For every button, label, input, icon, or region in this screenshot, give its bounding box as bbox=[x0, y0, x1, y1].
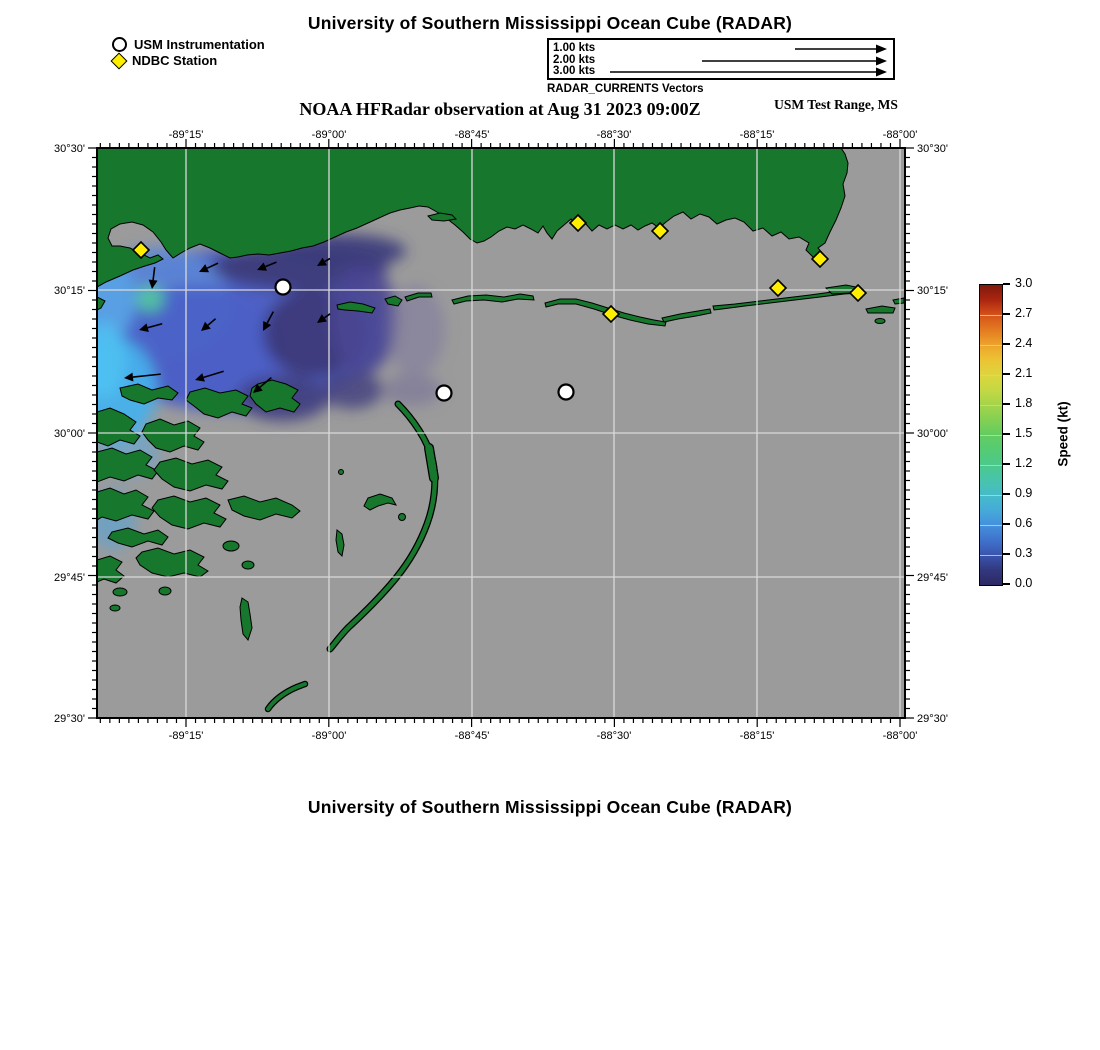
colorbar-segment-line bbox=[980, 315, 1002, 316]
x-axis-label: -88°00' bbox=[882, 129, 918, 141]
speed-field-blob bbox=[82, 322, 126, 398]
colorbar bbox=[979, 284, 1003, 586]
usm-instrumentation-marker bbox=[559, 385, 574, 400]
colorbar-segment-line bbox=[980, 525, 1002, 526]
y-axis-label: 30°00' bbox=[54, 428, 85, 440]
bottom-title: University of Southern Mississippi Ocean Cube (RADAR) bbox=[307, 797, 793, 817]
colorbar-tick bbox=[1003, 523, 1010, 525]
usm-instrumentation-marker bbox=[276, 280, 291, 295]
x-axis-label: -88°00' bbox=[882, 730, 918, 742]
vector-key-entry-label: 2.00 kts bbox=[553, 54, 596, 66]
islet bbox=[399, 514, 406, 521]
legend-ndbc-label: NDBC Station bbox=[132, 53, 218, 68]
colorbar-tick bbox=[1003, 463, 1010, 465]
colorbar-tick-label: 2.1 bbox=[1015, 366, 1033, 380]
y-axis-label: 29°30' bbox=[54, 713, 85, 725]
legend-usm-label: USM Instrumentation bbox=[134, 37, 265, 52]
colorbar-segment-line bbox=[980, 375, 1002, 376]
colorbar-segment-line bbox=[980, 405, 1002, 406]
colorbar-tick-label: 2.7 bbox=[1015, 306, 1033, 320]
islet bbox=[339, 470, 344, 475]
usm-instrumentation-marker bbox=[437, 386, 452, 401]
y-axis-label: 30°30' bbox=[54, 143, 85, 155]
colorbar-tick-label: 1.2 bbox=[1015, 456, 1033, 470]
colorbar-axis-label: Speed (kt) bbox=[1055, 401, 1071, 467]
marsh-patch bbox=[159, 587, 171, 595]
speed-field-blob bbox=[382, 374, 442, 406]
colorbar-tick bbox=[1003, 433, 1010, 435]
colorbar-segment-line bbox=[980, 555, 1002, 556]
colorbar-tick bbox=[1003, 283, 1010, 285]
colorbar-tick bbox=[1003, 553, 1010, 555]
y-axis-label: 30°15' bbox=[917, 285, 948, 297]
colorbar-tick-label: 0.9 bbox=[1015, 486, 1033, 500]
colorbar-segment-line bbox=[980, 435, 1002, 436]
x-axis-label: -89°00' bbox=[311, 129, 347, 141]
colorbar-tick-label: 1.8 bbox=[1015, 396, 1033, 410]
colorbar-tick-label: 1.5 bbox=[1015, 426, 1033, 440]
x-axis-label: -88°30' bbox=[596, 129, 632, 141]
y-axis-label: 30°15' bbox=[54, 285, 85, 297]
x-axis-label: -88°15' bbox=[739, 730, 775, 742]
x-axis-label: -88°45' bbox=[454, 129, 490, 141]
colorbar-tick-label: 0.6 bbox=[1015, 516, 1033, 530]
x-axis-label: -88°15' bbox=[739, 129, 775, 141]
y-axis-label: 29°45' bbox=[54, 572, 85, 584]
colorbar-tick bbox=[1003, 493, 1010, 495]
x-axis-label: -88°30' bbox=[596, 730, 632, 742]
vector-key-entry-label: 3.00 kts bbox=[553, 65, 596, 77]
x-axis-label: -89°00' bbox=[311, 730, 347, 742]
x-axis-label: -88°45' bbox=[454, 730, 490, 742]
colorbar-segment-line bbox=[980, 465, 1002, 466]
marsh-patch bbox=[110, 605, 120, 611]
test-range-label: USM Test Range, MS bbox=[774, 97, 898, 112]
colorbar-tick-label: 2.4 bbox=[1015, 336, 1033, 350]
vector-key-entry-label: 1.00 kts bbox=[553, 42, 596, 54]
colorbar-tick bbox=[1003, 373, 1010, 375]
y-axis-label: 29°45' bbox=[917, 572, 948, 584]
y-axis-label: 29°30' bbox=[917, 713, 948, 725]
colorbar-tick-label: 0.3 bbox=[1015, 546, 1033, 560]
x-axis-label: -89°15' bbox=[168, 129, 204, 141]
y-axis-label: 30°00' bbox=[917, 428, 948, 440]
observation-subtitle: NOAA HFRadar observation at Aug 31 2023 09:00Z bbox=[299, 99, 701, 119]
y-axis-label: 30°30' bbox=[917, 143, 948, 155]
colorbar-tick bbox=[1003, 343, 1010, 345]
colorbar-tick bbox=[1003, 403, 1010, 405]
marsh-patch bbox=[242, 561, 254, 569]
marsh-patch bbox=[113, 588, 127, 596]
colorbar-tick-label: 3.0 bbox=[1015, 276, 1033, 290]
colorbar-segment-line bbox=[980, 495, 1002, 496]
colorbar-tick bbox=[1003, 313, 1010, 315]
page-title: University of Southern Mississippi Ocean Cube (RADAR) bbox=[307, 13, 793, 33]
islet bbox=[875, 319, 885, 324]
marsh-patch bbox=[223, 541, 239, 551]
speed-field-blob bbox=[322, 371, 382, 409]
colorbar-segment-line bbox=[980, 345, 1002, 346]
colorbar-tick bbox=[1003, 583, 1010, 585]
colorbar-tick-label: 0.0 bbox=[1015, 576, 1033, 590]
vector-key-caption: RADAR_CURRENTS Vectors bbox=[547, 83, 704, 95]
x-axis-label: -89°15' bbox=[168, 730, 204, 742]
